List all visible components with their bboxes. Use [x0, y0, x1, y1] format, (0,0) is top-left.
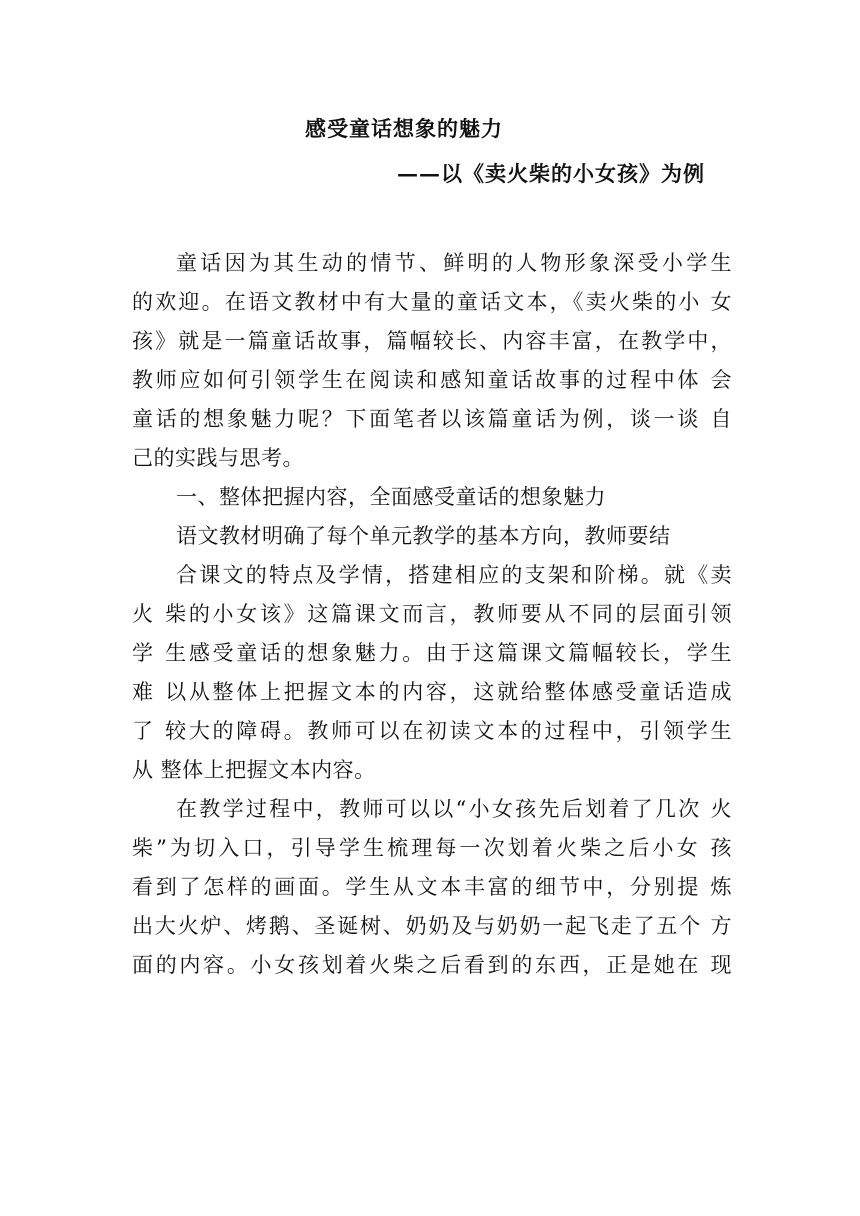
- body-line: 孩》就是一篇童话故事，篇幅较长、内容丰富，在教学中，: [132, 329, 732, 353]
- document-body: [132, 244, 732, 985]
- body-line: 己的实践与思考。: [132, 446, 304, 470]
- body-line: 语文教材明确了每个单元教学的基本方向，教师要结: [176, 524, 671, 548]
- body-line: 学 生感受童话的想象魅力。由于这篇课文篇幅较长，学生: [132, 641, 732, 665]
- body-line: 的欢迎。在语文教材中有大量的童话文本，《卖火柴的小 女: [132, 290, 732, 314]
- body-line: 在教学过程中，教师可以以“小女孩先后划着了几次 火: [176, 797, 732, 821]
- document-subtitle: ——以《卖火柴的小女孩》为例: [397, 161, 705, 186]
- body-line: 合课文的特点及学情，搭建相应的支架和阶梯。就《卖: [176, 563, 732, 587]
- body-line: 童话因为其生动的情节、鲜明的人物形象深受小学生: [176, 251, 732, 275]
- body-line: 火 柴的小女该》这篇课文而言，教师要从不同的层面引领: [132, 602, 732, 626]
- body-line: 难 以从整体上把握文本的内容，这就给整体感受童话造成: [132, 680, 732, 704]
- section-heading: 一、整体把握内容，全面感受童话的想象魅力: [176, 485, 606, 509]
- body-line: 出大火炉、烤鹅、圣诞树、奶奶及与奶奶一起飞走了五个 方: [132, 914, 732, 938]
- document-title: 感受童话想象的魅力: [305, 116, 503, 141]
- body-line: 柴”为切入口，引导学生梳理每一次划着火柴之后小女 孩: [132, 836, 732, 860]
- body-line: 教师应如何引领学生在阅读和感知童话故事的过程中体 会: [132, 368, 732, 392]
- body-line: 了 较大的障碍。教师可以在初读文本的过程中，引领学生: [132, 719, 732, 743]
- body-line: 童话的想象魅力呢？下面笔者以该篇童话为例，谈一谈 自: [132, 407, 732, 431]
- body-line: 从 整体上把握文本内容。: [132, 758, 376, 782]
- body-line: 看到了怎样的画面。学生从文本丰富的细节中，分别提 炼: [132, 875, 732, 899]
- body-line: 面的内容。小女孩划着火柴之后看到的东西，正是她在 现: [132, 953, 732, 977]
